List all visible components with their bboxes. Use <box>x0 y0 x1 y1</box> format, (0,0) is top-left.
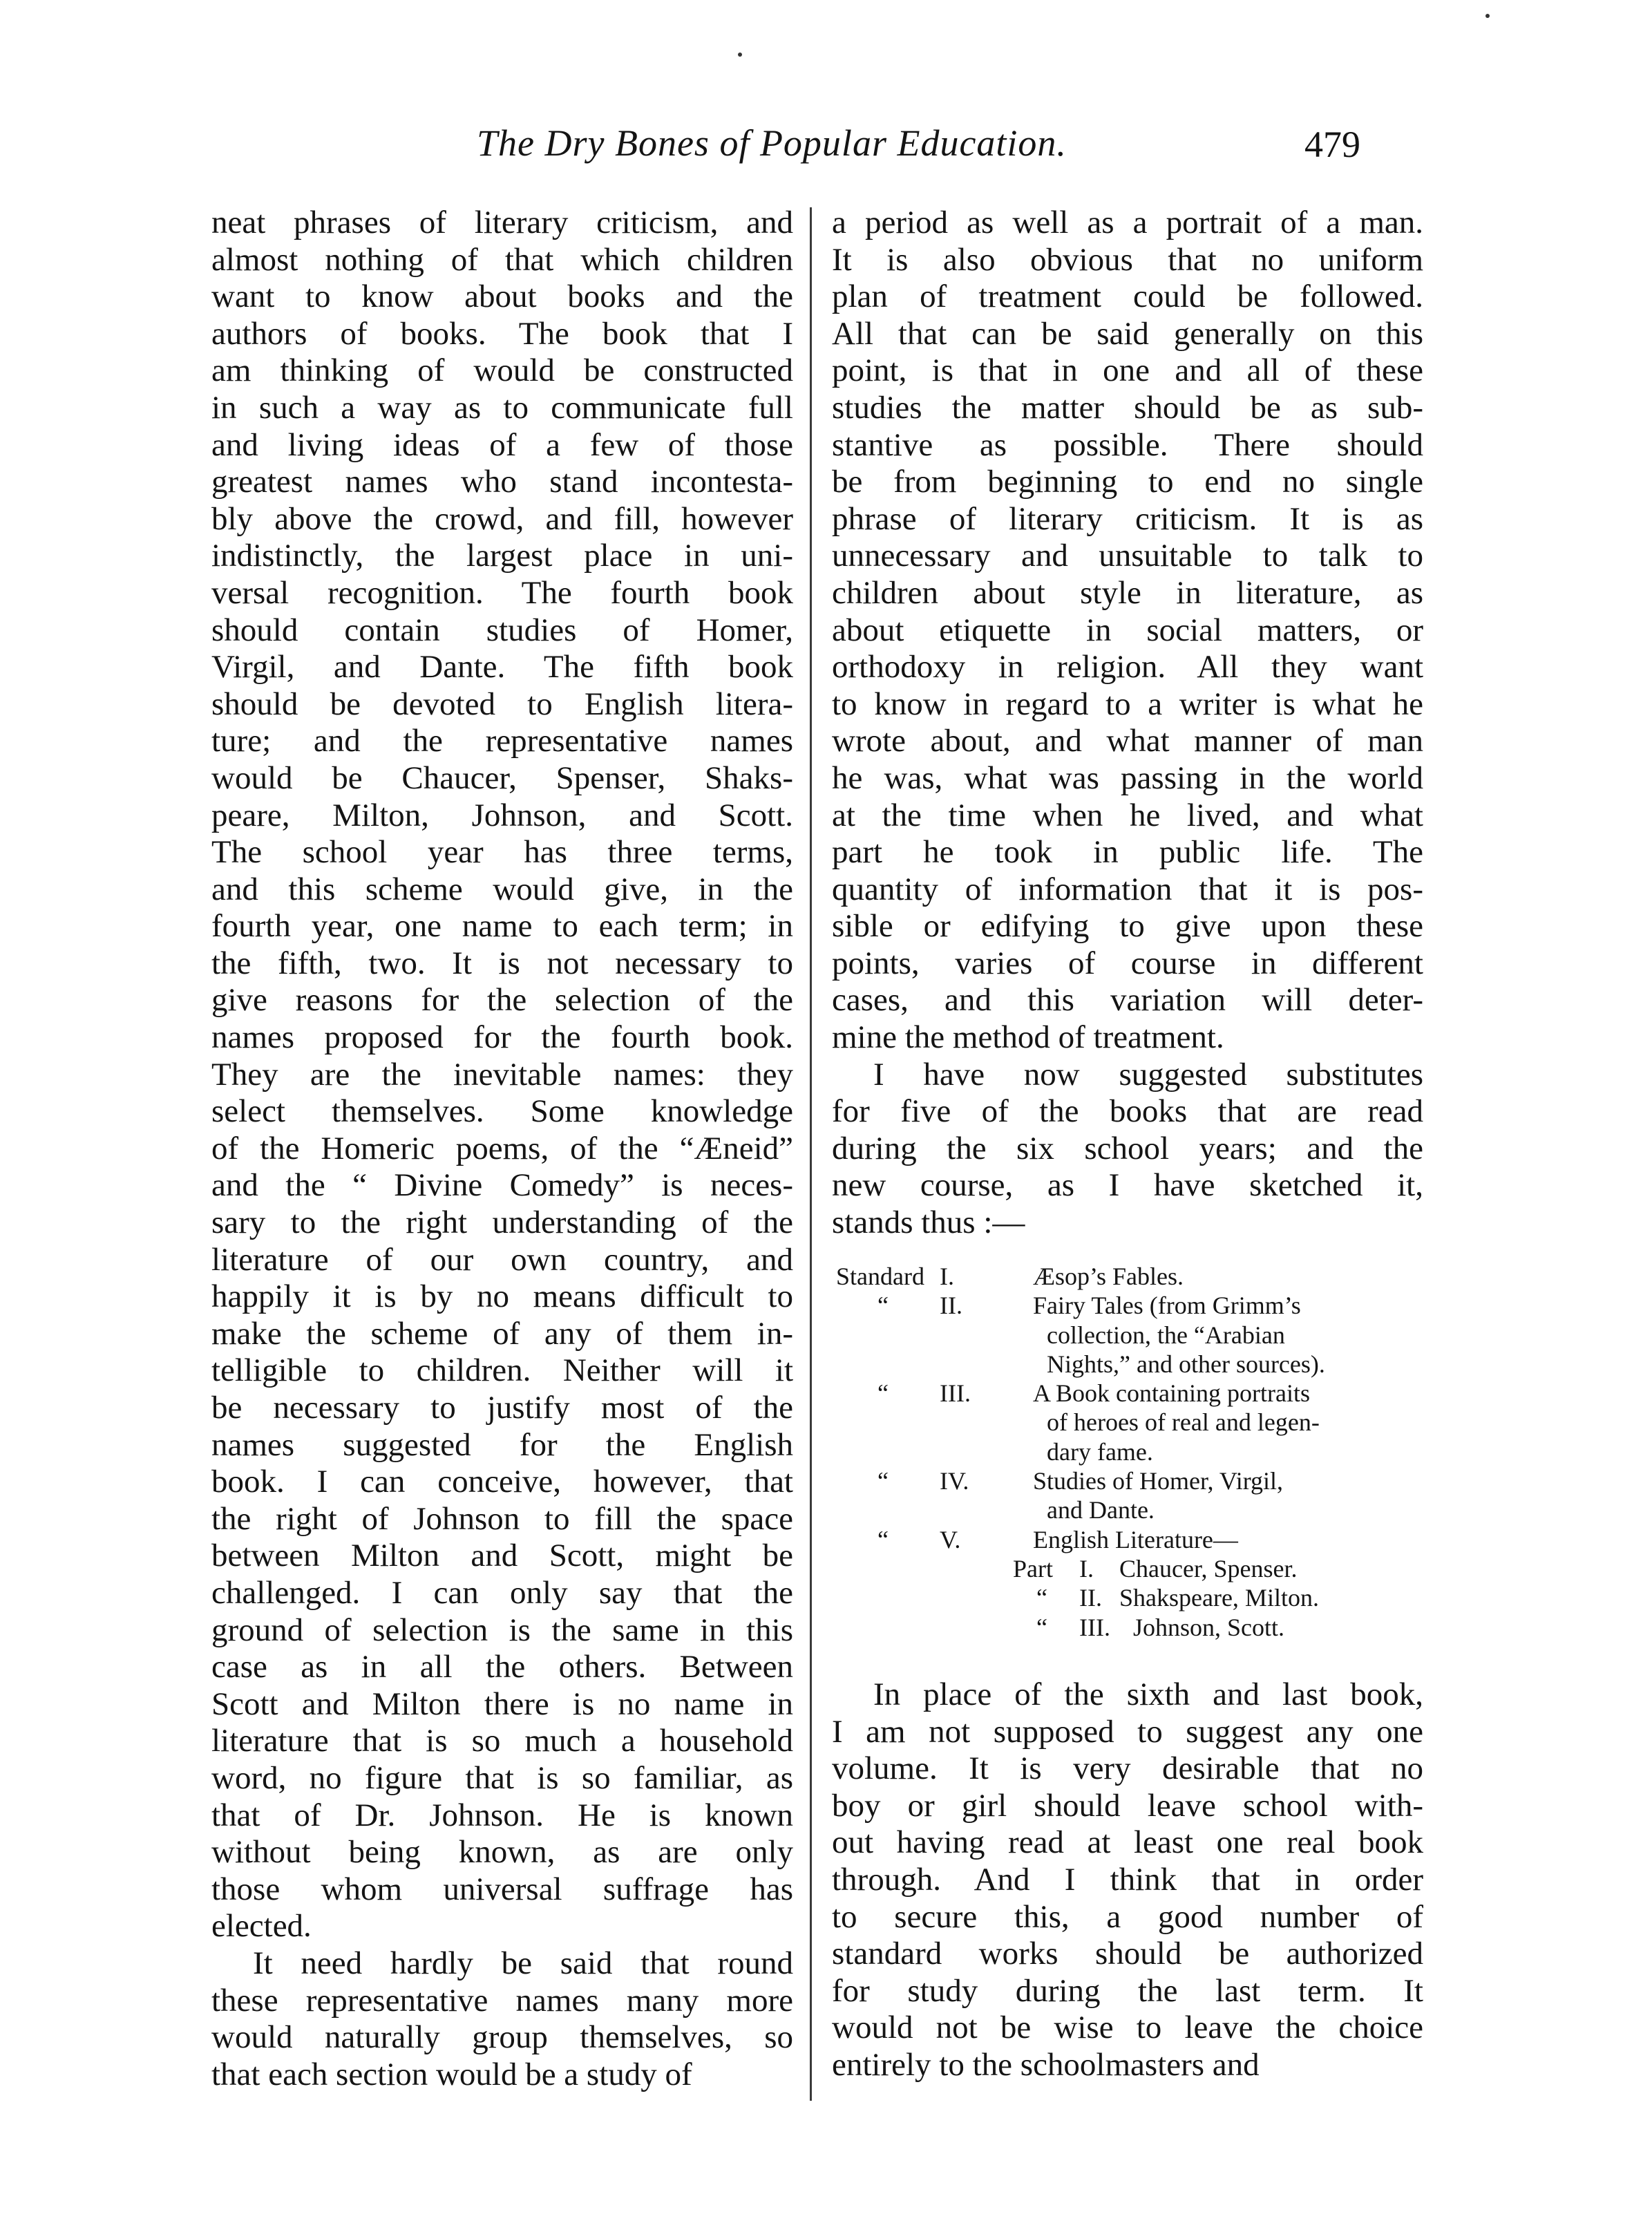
text-line: cases, and this variation will deter- <box>832 982 1423 1019</box>
standard-line <box>836 1466 1423 1495</box>
text-line: They are the inevitable names: they <box>211 1056 793 1093</box>
standard-text: Studies of Homer, Virgil, <box>1033 1467 1284 1495</box>
text-line: through. And I think that in order <box>832 1861 1423 1898</box>
text-line: elected. <box>211 1908 312 1945</box>
text-line: telligible to children. Neither will it <box>211 1352 793 1389</box>
text-line: greatest names who stand incontesta- <box>211 464 793 500</box>
text-line: literature that is so much a household <box>211 1723 793 1759</box>
text-line: to know in regard to a writer is what he <box>832 686 1423 722</box>
text-line: ture; and the representative names <box>211 723 793 759</box>
standard-line <box>836 1379 1423 1408</box>
right-column-bottom <box>832 1676 1423 2084</box>
standard-text: dary fame. <box>1047 1437 1153 1466</box>
part-prefix: “ <box>1036 1584 1047 1612</box>
part-line <box>836 1554 1423 1583</box>
text-line: the right of Johnson to fill the space <box>211 1500 793 1537</box>
standard-text: A Book containing portraits <box>1033 1379 1310 1408</box>
standard-text: Fairy Tales (from Grimm’s <box>1033 1292 1301 1320</box>
text-line: part he took in public life. The <box>832 834 1423 871</box>
part-text: Chaucer, Spenser. <box>1119 1554 1298 1582</box>
page-number: 479 <box>1304 124 1360 165</box>
print-speck <box>1485 14 1490 18</box>
standard-text: collection, the “Arabian <box>1047 1321 1285 1349</box>
text-line: quantity of information that it is pos- <box>832 871 1423 907</box>
text-line: that of Dr. Johnson. He is known <box>211 1797 793 1833</box>
text-line: be from beginning to end no single <box>832 464 1423 500</box>
standard-text: Æsop’s Fables. <box>1033 1263 1184 1290</box>
standard-number: V. <box>940 1525 961 1553</box>
part-number: I. <box>1079 1554 1094 1582</box>
text-line: and the “ Divine Comedy” is neces- <box>211 1167 793 1204</box>
standard-text: and Dante. <box>1047 1496 1155 1524</box>
standards-list <box>836 1262 1423 1642</box>
text-line: Scott and Milton there is no name in <box>211 1685 793 1722</box>
text-line: plan of treatment could be followed. <box>832 278 1423 315</box>
text-line: without being known, as are only <box>211 1834 793 1871</box>
ditto-mark: “ <box>877 1379 889 1408</box>
part-text: Shakspeare, Milton. <box>1119 1584 1319 1612</box>
standard-label: Standard <box>836 1263 924 1290</box>
part-number: II. <box>1079 1584 1102 1612</box>
text-line: want to know about books and the <box>211 278 793 315</box>
text-line: indistinctly, the largest place in uni- <box>211 538 793 574</box>
text-line: It is also obvious that no uniform <box>832 241 1423 278</box>
text-line: select themselves. Some knowledge <box>211 1093 793 1130</box>
text-line: new course, as I have sketched it, <box>832 1167 1423 1204</box>
text-line: those whom universal suffrage has <box>211 1871 793 1907</box>
text-line: children about style in literature, as <box>832 574 1423 611</box>
text-line: literature of our own country, and <box>211 1241 793 1278</box>
text-line: and this scheme would give, in the <box>211 871 793 907</box>
text-line: sary to the right understanding of the <box>211 1204 793 1241</box>
standard-line <box>836 1525 1423 1554</box>
text-line: give reasons for the selection of the <box>211 982 793 1019</box>
running-header <box>0 122 1652 184</box>
text-line: the fifth, two. It is not necessary to <box>211 945 793 981</box>
text-line: names proposed for the fourth book. <box>211 1019 793 1056</box>
standard-number: II. <box>940 1292 962 1320</box>
text-line: wrote about, and what manner of man <box>832 723 1423 759</box>
text-line: make the scheme of any of them in- <box>211 1315 793 1352</box>
text-line: am thinking of would be constructed <box>211 352 793 389</box>
text-line: of the Homeric poems, of the “Æneid” <box>211 1130 793 1166</box>
standard-line <box>836 1408 1423 1437</box>
text-line: and living ideas of a few of those <box>211 426 793 463</box>
text-line: unnecessary and unsuitable to talk to <box>832 538 1423 574</box>
text-line: orthodoxy in religion. All they want <box>832 649 1423 686</box>
text-line: a period as well as a portrait of a man. <box>832 205 1423 240</box>
text-line: happily it is by no means difficult to <box>211 1278 793 1315</box>
text-line: The school year has three terms, <box>211 834 793 871</box>
part-prefix: Part <box>1013 1554 1053 1582</box>
text-line: entirely to the schoolmasters and <box>832 2046 1260 2083</box>
text-line: boy or girl should leave school with- <box>832 1787 1423 1824</box>
text-line: should contain studies of Homer, <box>211 612 793 648</box>
standard-line <box>836 1350 1423 1379</box>
text-line: phrase of literary criticism. It is as <box>832 500 1423 537</box>
print-speck <box>738 53 742 57</box>
standard-line <box>836 1437 1423 1466</box>
text-line: authors of books. The book that I <box>211 315 793 352</box>
text-line: in such a way as to communicate full <box>211 389 793 426</box>
right-column-top <box>832 205 1423 1242</box>
text-line: I have now suggested substitutes <box>873 1056 1423 1093</box>
standard-line <box>836 1291 1423 1320</box>
standard-number: IV. <box>940 1467 969 1495</box>
text-line: book. I can conceive, however, that <box>211 1464 793 1500</box>
text-line: to secure this, a good number of <box>832 1898 1423 1935</box>
text-line: stands thus :— <box>832 1204 1025 1241</box>
text-line: point, is that in one and all of these <box>832 352 1423 389</box>
text-line: these representative names many more <box>211 1982 793 2019</box>
text-line: It need hardly be said that round <box>253 1945 793 1981</box>
ditto-mark: “ <box>877 1467 889 1495</box>
text-line: about etiquette in social matters, or <box>832 612 1423 648</box>
text-line: at the time when he lived, and what <box>832 797 1423 833</box>
text-line: points, varies of course in different <box>832 945 1423 981</box>
ditto-mark: “ <box>877 1292 889 1320</box>
text-line: should be devoted to English litera- <box>211 686 793 722</box>
text-line: peare, Milton, Johnson, and Scott. <box>211 797 793 833</box>
standard-line <box>836 1495 1423 1524</box>
standard-text: Nights,” and other sources). <box>1047 1350 1325 1378</box>
ditto-mark: “ <box>877 1525 889 1553</box>
text-line: fourth year, one name to each term; in <box>211 908 793 945</box>
text-line: for five of the books that are read <box>832 1093 1423 1130</box>
text-line: out having read at least one real book <box>832 1824 1423 1861</box>
running-title: The Dry Bones of Popular Education. <box>477 122 1067 164</box>
text-line: challenged. I can only say that the <box>211 1574 793 1611</box>
text-line: would be Chaucer, Spenser, Shaks- <box>211 759 793 796</box>
text-line: that each section would be a study of <box>211 2056 692 2092</box>
text-line: would not be wise to leave the choice <box>832 2010 1423 2046</box>
text-line: neat phrases of literary criticism, and <box>211 205 793 240</box>
part-number: III. <box>1079 1613 1110 1641</box>
text-line: sible or edifying to give upon these <box>832 908 1423 945</box>
text-line: stantive as possible. There should <box>832 426 1423 463</box>
text-line: almost nothing of that which children <box>211 241 793 278</box>
standard-line <box>836 1262 1423 1291</box>
part-prefix: “ <box>1036 1613 1047 1641</box>
standard-text: English Literature— <box>1033 1525 1238 1553</box>
part-line <box>836 1583 1423 1612</box>
text-line: he was, what was passing in the world <box>832 759 1423 796</box>
text-line: for study during the last term. It <box>832 1972 1423 2009</box>
text-line: names suggested for the English <box>211 1426 793 1463</box>
left-column <box>211 205 793 2093</box>
standard-number: III. <box>940 1379 971 1408</box>
text-line: be necessary to justify most of the <box>211 1390 793 1426</box>
text-line: studies the matter should be as sub- <box>832 389 1423 426</box>
text-line: bly above the crowd, and fill, however <box>211 500 793 537</box>
text-line: word, no figure that is so familiar, as <box>211 1759 793 1796</box>
text-line: during the six school years; and the <box>832 1130 1423 1166</box>
text-line: I am not supposed to suggest any one <box>832 1713 1423 1750</box>
text-line: between Milton and Scott, might be <box>211 1538 793 1574</box>
text-line: would naturally group themselves, so <box>211 2019 793 2056</box>
text-line: In place of the sixth and last book, <box>873 1676 1423 1712</box>
text-line: mine the method of treatment. <box>832 1019 1224 1056</box>
column-divider <box>810 207 812 2101</box>
standard-line <box>836 1321 1423 1350</box>
part-line <box>836 1613 1423 1642</box>
text-line: versal recognition. The fourth book <box>211 574 793 611</box>
part-text: Johnson, Scott. <box>1133 1613 1285 1641</box>
standard-number: I. <box>940 1263 954 1290</box>
standard-text: of heroes of real and legen- <box>1047 1408 1320 1437</box>
text-line: standard works should be authorized <box>832 1936 1423 1972</box>
text-line: All that can be said generally on this <box>832 315 1423 352</box>
text-line: volume. It is very desirable that no <box>832 1750 1423 1787</box>
text-line: case as in all the others. Between <box>211 1649 793 1685</box>
text-line: Virgil, and Dante. The fifth book <box>211 649 793 686</box>
text-line: ground of selection is the same in this <box>211 1612 793 1648</box>
